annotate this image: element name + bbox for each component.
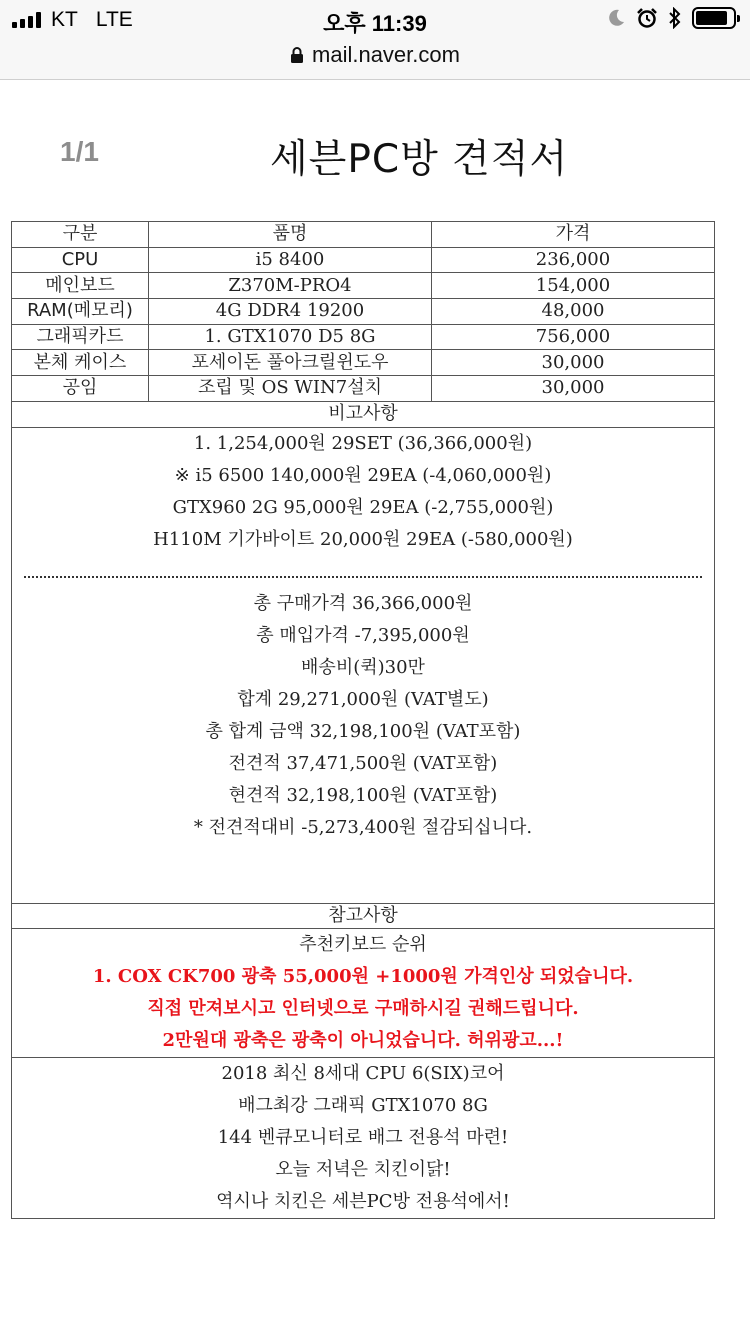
- alarm-icon: [636, 7, 658, 29]
- url-bar[interactable]: [0, 42, 750, 80]
- remarks-body: [12, 427, 715, 903]
- table-header-row: [12, 222, 715, 248]
- keyboard-line: 직접 만져보시고 인터넷으로 구매하시길 권해드립니다.: [147, 998, 579, 1020]
- remarks-line: 전견적 37,471,500원 (VAT포함): [228, 752, 498, 774]
- table-row: [12, 324, 715, 350]
- remarks-lines-b: [12, 588, 714, 748]
- moon-icon: [606, 8, 626, 28]
- notes-keyboard-row: [12, 929, 715, 1058]
- keyboard-title: 추천키보드 순위: [299, 934, 427, 956]
- row-category: 본체 케이스: [12, 350, 149, 376]
- notes-keyboard: [12, 929, 715, 1058]
- bluetooth-icon: [668, 7, 682, 29]
- row-category: 그래픽카드: [12, 324, 149, 350]
- remarks-line: 총 매입가격 -7,395,000원: [256, 624, 470, 646]
- status-time: 오후 11:39: [323, 11, 427, 36]
- remarks-body-row: [12, 427, 715, 903]
- keyboard-line: 2만원대 광축은 광축이 아니었습니다. 허위광고...!: [162, 1030, 564, 1052]
- page-counter: 1/1: [60, 136, 99, 167]
- notes-header-row: [12, 903, 715, 929]
- status-right: [606, 7, 736, 29]
- row-category: 공임: [12, 376, 149, 402]
- remarks-line: 배송비(퀵)30만: [301, 656, 425, 678]
- header-category: 구분: [12, 222, 149, 248]
- remarks-line: 합계 29,271,000원 (VAT별도): [237, 688, 489, 710]
- remarks-line: 총 구매가격 36,366,000원: [253, 592, 473, 614]
- table-row: [12, 299, 715, 325]
- battery-fill: [696, 11, 727, 25]
- row-price: 30,000: [432, 376, 715, 402]
- remarks-line: ※ i5 6500 140,000원 29EA (-4,060,000원): [174, 464, 552, 486]
- footer-line: 역시나 치킨은 세븐PC방 전용석에서!: [216, 1191, 510, 1213]
- footer-block: [12, 1058, 714, 1218]
- row-category: CPU: [12, 247, 149, 273]
- dotted-divider: [24, 576, 702, 578]
- row-name: 조립 및 OS WIN7설치: [149, 376, 432, 402]
- status-bar: [0, 0, 750, 42]
- keyboard-line: 1. COX CK700 광축 55,000원 +1000원 가격인상 되었습니다.: [92, 966, 634, 988]
- notes-footer-row: [12, 1058, 715, 1219]
- footer-line: 144 벤큐모니터로 배그 전용석 마련!: [217, 1127, 509, 1149]
- footer-line: 2018 최신 8세대 CPU 6(SIX)코어: [221, 1063, 505, 1085]
- row-price: 154,000: [432, 273, 715, 299]
- remarks-lines-a: [12, 428, 714, 556]
- row-name: 1. GTX1070 D5 8G: [149, 324, 432, 350]
- row-category: 메인보드: [12, 273, 149, 299]
- remarks-line: H110M 기가바이트 20,000원 29EA (-580,000원): [153, 528, 573, 550]
- footer-line: 오늘 저녁은 치킨이닭!: [275, 1159, 451, 1181]
- keyboard-block: [12, 929, 714, 1057]
- remarks-line: 현견적 32,198,100원 (VAT포함): [228, 784, 498, 806]
- battery-icon: [692, 7, 736, 29]
- carrier-label: KT: [51, 8, 78, 31]
- header-name: 품명: [149, 222, 432, 248]
- table-row: [12, 376, 715, 402]
- quote-table: [11, 221, 715, 1219]
- footer-line: 배그최강 그래픽 GTX1070 8G: [238, 1095, 488, 1117]
- network-label: LTE: [95, 8, 133, 31]
- lock-icon: [290, 46, 304, 64]
- table-row: [12, 350, 715, 376]
- remarks-line: * 전견적대비 -5,273,400원 절감되십니다.: [193, 816, 533, 838]
- row-name: i5 8400: [149, 247, 432, 273]
- row-category: RAM(메모리): [12, 299, 149, 325]
- header-price: 가격: [432, 222, 715, 248]
- remarks-header-row: [12, 401, 715, 427]
- remarks-line: 총 합계 금액 32,198,100원 (VAT포함): [205, 720, 521, 742]
- row-price: 756,000: [432, 324, 715, 350]
- notes-footer: [12, 1058, 715, 1219]
- url-text[interactable]: mail.naver.com: [312, 42, 460, 67]
- row-name: Z370M-PRO4: [149, 273, 432, 299]
- remarks-line: 1. 1,254,000원 29SET (36,366,000원): [193, 432, 533, 454]
- remarks-lines-c: [12, 748, 714, 844]
- row-name: 포세이돈 풀아크릴윈도우: [149, 350, 432, 376]
- remarks-line: GTX960 2G 95,000원 29EA (-2,755,000원): [172, 496, 554, 518]
- row-price: 48,000: [432, 299, 715, 325]
- row-price: 30,000: [432, 350, 715, 376]
- row-price: 236,000: [432, 247, 715, 273]
- remarks-header: 비고사항: [12, 401, 715, 427]
- notes-header: 참고사항: [12, 903, 715, 929]
- table-row: [12, 247, 715, 273]
- row-name: 4G DDR4 19200: [149, 299, 432, 325]
- document-title: 세븐PC방 견적서: [270, 137, 569, 182]
- table-row: [12, 273, 715, 299]
